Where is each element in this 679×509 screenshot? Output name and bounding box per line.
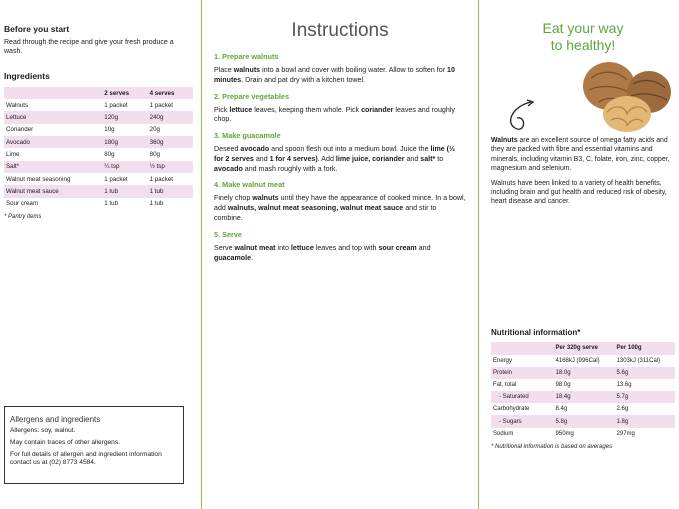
table-row <box>491 403 675 415</box>
nutrient-serve: 950mg <box>555 430 574 437</box>
step-2-title: 2. Prepare vegetables <box>214 91 290 101</box>
nutrient-serve: 5.8g <box>554 415 615 427</box>
step-5-text: Serve walnut meat into lettuce leaves and top with sour cream and guacamole. <box>214 243 431 262</box>
nutrient-serve: 4168kJ (996Cal) <box>555 357 600 364</box>
step-1-title: 1. Prepare walnuts <box>214 52 279 61</box>
ingredient-4serves: 1 tub <box>148 185 193 197</box>
ingredient-4serves: 20g <box>149 126 160 134</box>
health-column <box>483 0 679 509</box>
divider-left <box>201 0 202 509</box>
nutrition-title: Nutritional information* <box>491 328 581 338</box>
nutrient-name: - Saturated <box>491 391 554 403</box>
table-row <box>4 124 193 136</box>
nutrient-100g: 2.6g <box>616 406 629 413</box>
table-row <box>491 355 675 367</box>
table-row <box>4 185 193 197</box>
nutrient-name: Fat, total <box>493 382 517 389</box>
nutrient-name: Protein <box>491 367 554 379</box>
step-5-title: 5. Serve <box>214 229 242 239</box>
walnut-benefits-text: Walnuts are an excellent source of omega fatty acids and they are packed with fibre and essential vitamins and minerals, including vitamin B3, C, folate, iron, zinc, copper, magnesium and selenium. <box>491 137 670 172</box>
nutrient-serve: 8.4g <box>555 406 568 413</box>
step-4-title: 4. Make walnut meat <box>214 180 285 190</box>
allergen-box <box>4 406 184 484</box>
nutrient-100g: 1.8g <box>615 415 675 427</box>
nutrient-100g: 297mg <box>616 430 635 437</box>
step-4-text: Finely chop walnuts until they have the appearance of cooked mince. In a bowl, add walnuts, walnut meat seasoning, walnut meat sauce and stir to combine. <box>214 194 466 223</box>
before-title: Before you start <box>4 24 70 34</box>
table-row <box>4 111 193 123</box>
allergen-title: Allergens and ingredients <box>10 415 101 424</box>
ingredient-4serves: 1 packet <box>149 175 174 183</box>
tagline-line-2: to healthy! <box>550 37 616 54</box>
ingredients-header-2serves: 2 serves <box>102 87 147 99</box>
tagline <box>491 20 675 54</box>
nutrition-table <box>491 342 675 440</box>
nutrient-name: Carbohydrate <box>493 406 530 413</box>
ingredient-2serves: 1 packet <box>104 101 128 109</box>
ingredients-title: Ingredients <box>4 70 50 81</box>
ingredient-name: Lime <box>6 151 20 158</box>
ingredient-name: Avocado <box>4 136 102 148</box>
nutrition-header-100g: Per 100g <box>615 342 675 354</box>
instructions-title: Instructions <box>291 20 389 41</box>
nutrient-100g: 5.6g <box>615 367 675 379</box>
nutrient-name: - Sugars <box>491 415 554 427</box>
ingredient-4serves: ½ tsp <box>148 161 193 173</box>
ingredient-4serves: 360g <box>148 136 193 148</box>
nutrient-serve: 18.4g <box>554 391 615 403</box>
walnut-illustration <box>491 56 675 136</box>
table-row <box>491 415 675 427</box>
nutrition-header-serve: Per 320g serve <box>554 342 615 354</box>
table-row <box>4 99 193 111</box>
nutrition-header-name <box>491 342 554 354</box>
ingredient-name: Sour cream <box>6 200 38 208</box>
ingredient-2serves: 1 tub <box>102 185 147 197</box>
table-row <box>4 198 193 210</box>
ingredient-2serves: 120g <box>102 111 147 123</box>
ingredient-name: Walnut meat sauce <box>4 185 102 197</box>
ingredient-name: Walnut meat seasoning <box>6 175 71 183</box>
ingredient-name: Salt* <box>4 161 102 173</box>
step-3-text: Deseed avocado and spoon flesh out into a medium bowl. Juice the lime (½ for 2 serves and 1 for 4 serves). Add lime juice, coriander and salt* to avocado and mash roughly with a fork. <box>214 145 455 173</box>
walnut-icon <box>491 56 675 138</box>
ingredients-header-row <box>4 87 193 99</box>
table-row <box>4 136 193 148</box>
ingredient-2serves: 80g <box>104 151 115 158</box>
ingredient-4serves: 1 tub <box>149 200 164 208</box>
ingredient-4serves: 80g <box>149 151 160 158</box>
pantry-note: * Pantry items <box>4 213 42 220</box>
ingredient-4serves: 240g <box>148 111 193 123</box>
table-row <box>491 379 675 391</box>
ingredient-name: Walnuts <box>6 101 29 109</box>
ingredients-header-4serves: 4 serves <box>148 87 193 99</box>
nutrient-serve: 98.0g <box>555 382 571 389</box>
nutrient-100g: 13.6g <box>616 382 632 389</box>
instructions-column <box>206 0 472 509</box>
ingredient-2serves: 1 tub <box>104 200 119 208</box>
nutrient-100g: 5.7g <box>615 391 675 403</box>
divider-right <box>478 0 479 509</box>
nutrient-100g: 1303kJ (311Cal) <box>616 357 661 364</box>
step-2-text: Pick lettuce leaves, keeping them whole. Pick coriander leaves and roughly chop. <box>214 105 455 124</box>
before-text: Read through the recipe and give your fresh produce a wash. <box>4 39 174 56</box>
table-row <box>491 367 675 379</box>
ingredient-4serves: 1 packet <box>149 101 174 109</box>
ingredient-name: Lettuce <box>4 111 102 123</box>
table-row <box>4 148 193 160</box>
ingredient-name: Coriander <box>6 126 34 134</box>
nutrition-header-row <box>491 342 675 354</box>
step-1-text: Place walnuts into a bowl and cover with boiling water. Allow to soften for 10 minutes. Drain and pat dry with a kitchen towel. <box>214 66 455 84</box>
table-row <box>491 391 675 403</box>
nutrient-name: Sodium <box>493 430 514 437</box>
allergen-traces: May contain traces of other allergens. <box>10 438 120 446</box>
nutrient-name: Energy <box>493 357 513 364</box>
ingredient-2serves: ¼ tsp <box>102 161 147 173</box>
left-column <box>0 0 197 509</box>
nutrient-serve: 18.0g <box>554 367 615 379</box>
ingredients-table <box>4 87 193 210</box>
ingredient-2serves: 180g <box>102 136 147 148</box>
step-3-title: 3. Make guacamole <box>214 131 281 141</box>
allergen-contact: For full details of allergen and ingredient information contact us at (02) 8773 4584. <box>10 450 162 466</box>
allergen-line: Allergens: soy, walnut. <box>10 427 76 434</box>
ingredient-2serves: 1 packet <box>104 175 128 183</box>
table-row <box>4 161 193 173</box>
table-row <box>491 428 675 440</box>
ingredients-header-name <box>4 87 102 99</box>
ingredient-2serves: 10g <box>104 126 115 134</box>
nutrition-note: * Nutritional information is based on averages <box>491 443 613 450</box>
walnut-health-text: Walnuts have been linked to a variety of health benefits, including brain and gut health and reduced risk of obesity, heart disease and cancer. <box>491 179 667 206</box>
tagline-line-1: Eat your way <box>542 20 624 36</box>
table-row <box>4 173 193 185</box>
